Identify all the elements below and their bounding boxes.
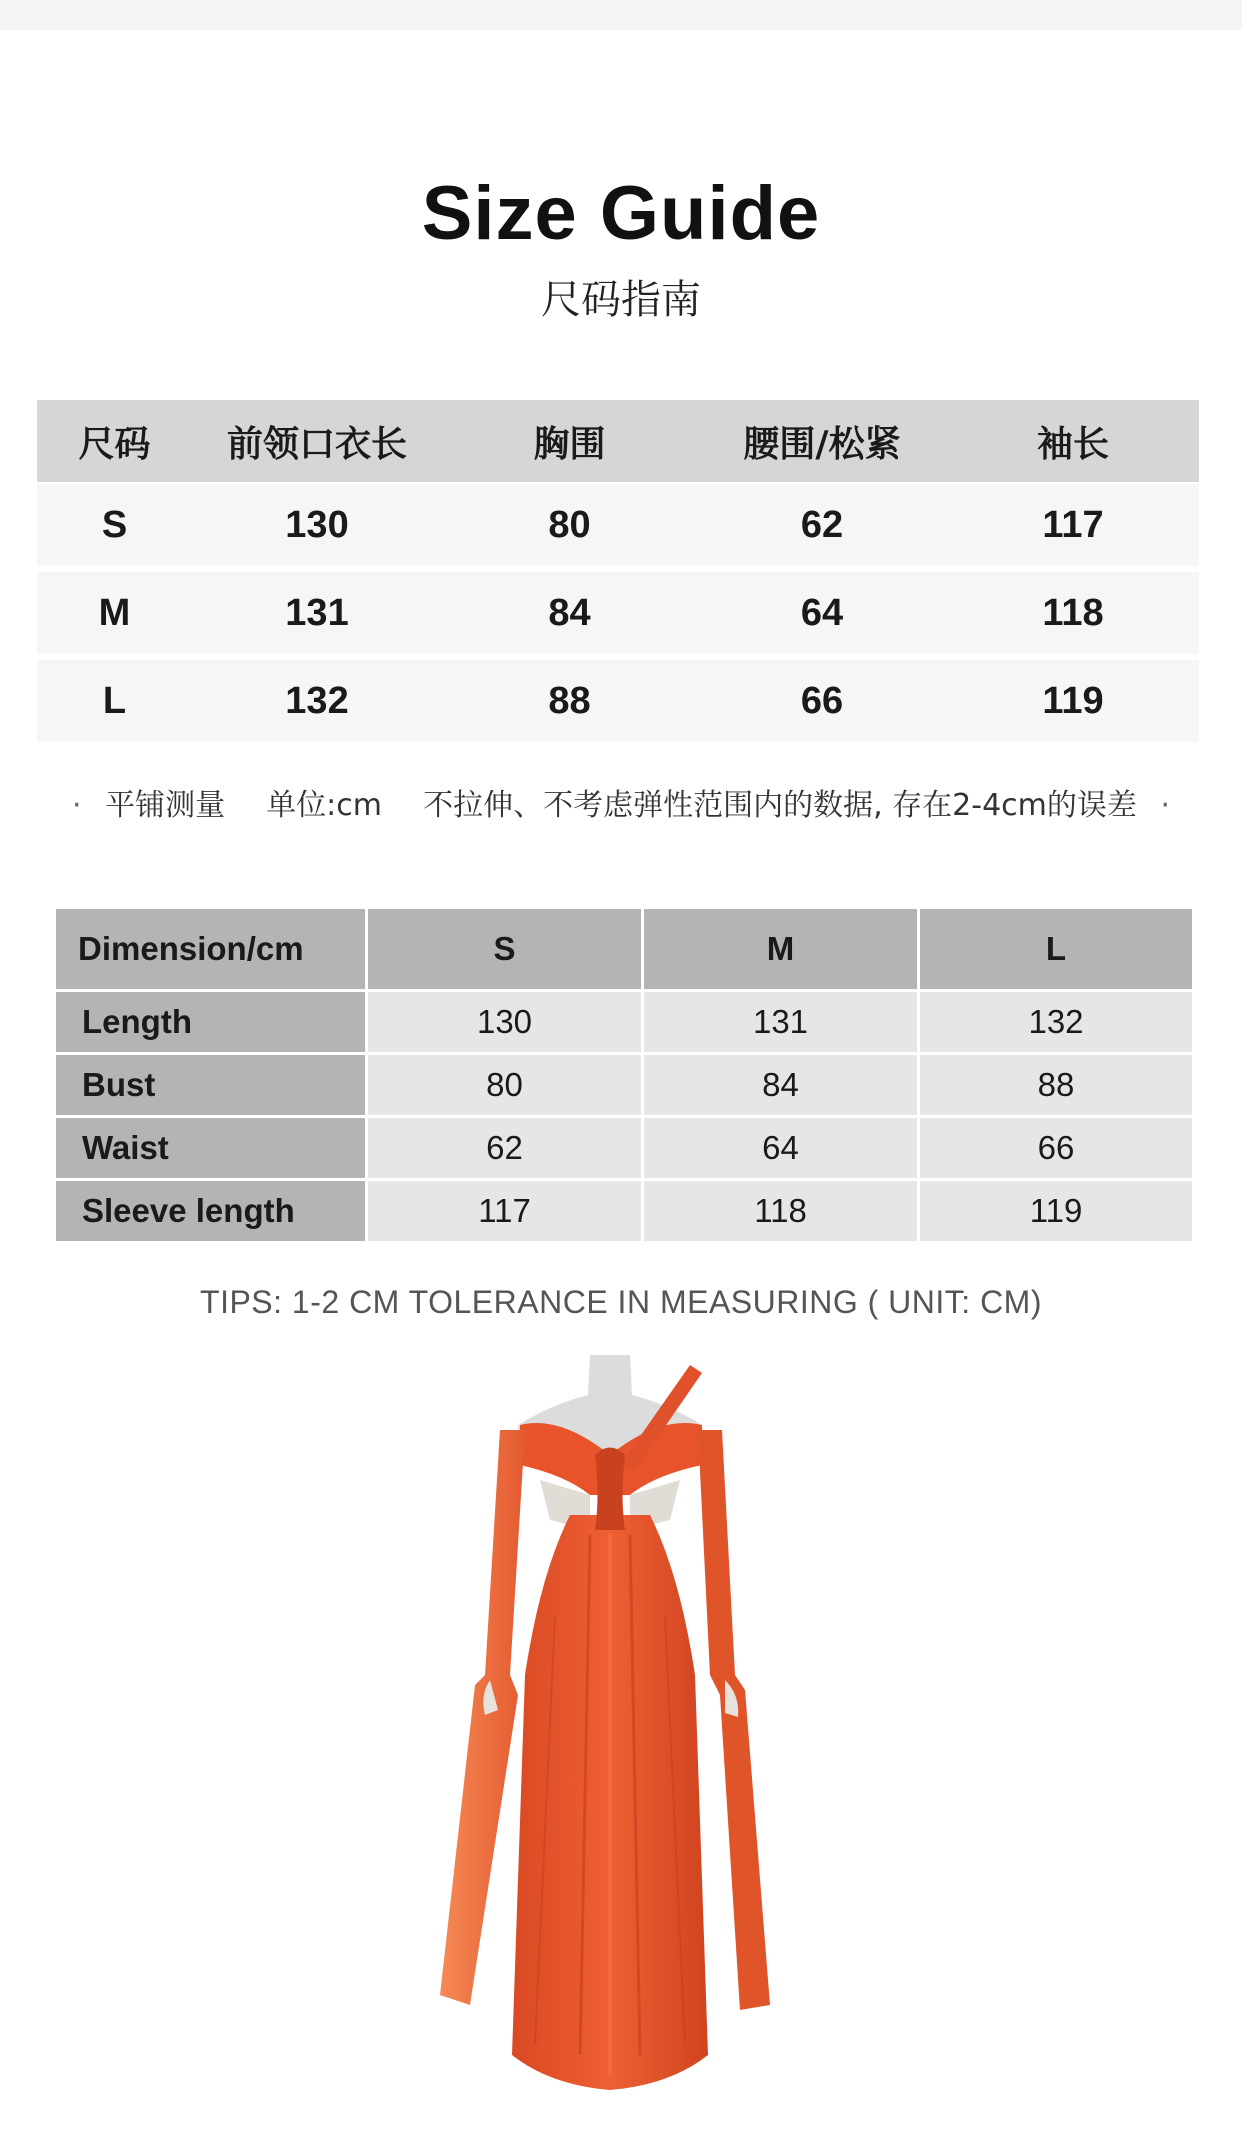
- size-cell: S: [101, 503, 128, 546]
- value-cell: 62: [368, 1118, 641, 1178]
- sleeve-cell: 119: [1042, 679, 1104, 722]
- sleeve-cell: 117: [1042, 503, 1104, 546]
- value-cell: 80: [368, 1055, 641, 1115]
- en-header-cell: Dimension/cm: [56, 909, 365, 989]
- en-size-table: [56, 909, 1192, 1244]
- sleeve-cell: 118: [1042, 591, 1104, 634]
- value-cell: 130: [368, 992, 641, 1052]
- en-header-cell: S: [368, 909, 641, 989]
- cn-table-header: [37, 400, 1199, 482]
- en-header-cell: L: [920, 909, 1192, 989]
- dress-image: [440, 1355, 780, 2115]
- value-cell: 84: [644, 1055, 917, 1115]
- dimension-label: Sleeve length: [56, 1181, 365, 1241]
- value-cell: 119: [920, 1181, 1192, 1241]
- waist-cell: 62: [800, 503, 844, 546]
- note-item: 平铺测量: [105, 788, 226, 823]
- page-title: Size Guide: [421, 171, 821, 256]
- page-subtitle: 尺码指南: [541, 277, 701, 323]
- value-cell: 131: [644, 992, 917, 1052]
- length-cell: 130: [285, 503, 349, 546]
- waist-cell: 64: [800, 591, 844, 634]
- dimension-label: Length: [56, 992, 365, 1052]
- table-row: [37, 660, 1199, 742]
- table-row: [56, 1118, 1192, 1178]
- value-cell: 88: [920, 1055, 1192, 1115]
- top-bar: [0, 0, 1242, 30]
- bullet-dot: ·: [1160, 788, 1170, 823]
- note-item: 不拉伸、不考虑弹性范围内的数据, 存在2-4cm的误差: [423, 788, 1137, 823]
- value-cell: 64: [644, 1118, 917, 1178]
- measurement-note: [0, 780, 1242, 824]
- en-header-cell: M: [644, 909, 917, 989]
- size-cell: M: [98, 591, 131, 634]
- en-table-header: [56, 909, 1192, 989]
- waist-cell: 66: [800, 679, 844, 722]
- note-item: 单位:cm: [266, 788, 383, 823]
- bust-cell: 84: [548, 591, 591, 634]
- cn-header-cell: 袖长: [1036, 423, 1109, 465]
- value-cell: 118: [644, 1181, 917, 1241]
- table-row: [56, 992, 1192, 1052]
- value-cell: 66: [920, 1118, 1192, 1178]
- table-row: [56, 1181, 1192, 1241]
- cn-header-cell: 前领口衣长: [226, 423, 407, 465]
- length-cell: 131: [285, 591, 349, 634]
- bust-cell: 80: [548, 503, 591, 546]
- size-cell: L: [102, 679, 127, 722]
- value-cell: 132: [920, 992, 1192, 1052]
- value-cell: 117: [368, 1181, 641, 1241]
- length-cell: 132: [285, 679, 349, 722]
- cn-size-table: [37, 400, 1199, 742]
- table-row: [56, 1055, 1192, 1115]
- cn-header-cell: 胸围: [533, 423, 606, 465]
- dimension-label: Bust: [56, 1055, 365, 1115]
- tolerance-tip: TIPS: 1-2 CM TOLERANCE IN MEASURING ( UNIT: CM): [200, 1284, 1042, 1320]
- bust-cell: 88: [548, 679, 591, 722]
- cn-header-cell: 腰围/松紧: [743, 423, 901, 465]
- dimension-label: Waist: [56, 1118, 365, 1178]
- table-row: [37, 484, 1199, 566]
- table-row: [37, 572, 1199, 654]
- bullet-dot: ·: [72, 788, 82, 823]
- cn-header-cell: 尺码: [78, 423, 151, 465]
